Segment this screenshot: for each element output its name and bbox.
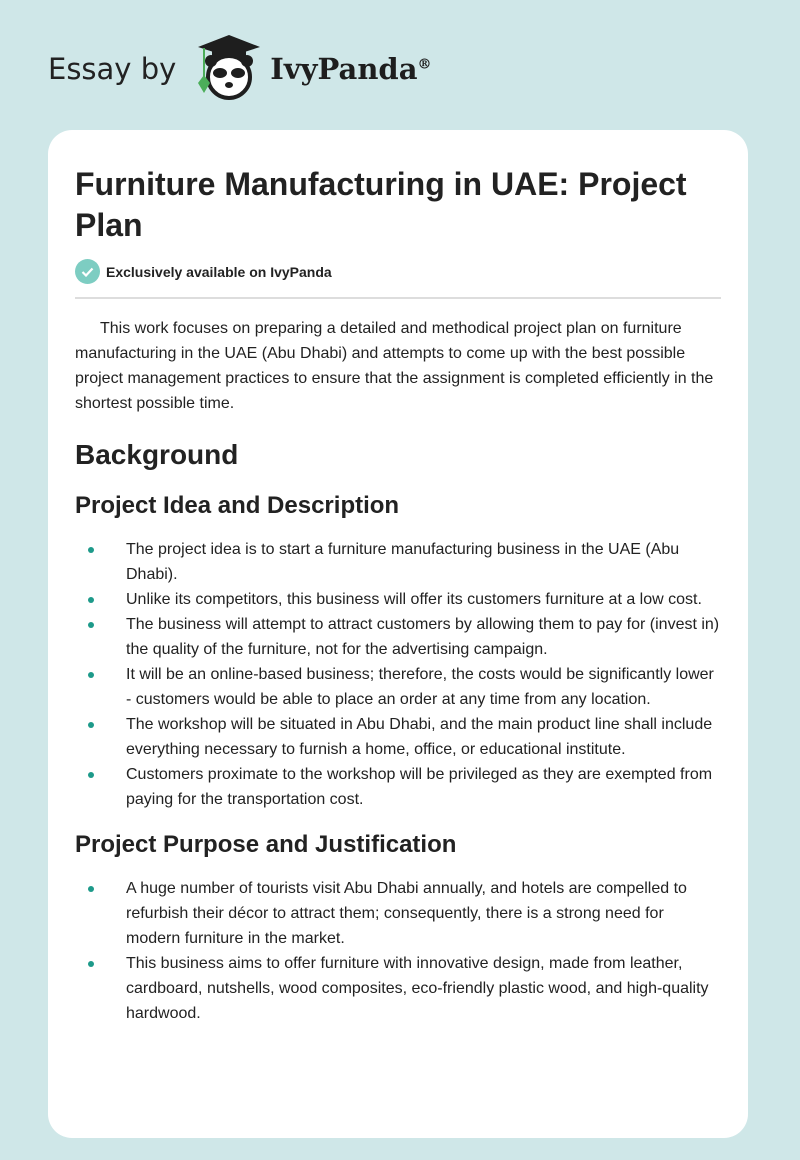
brand-text: IvyPanda	[270, 52, 418, 86]
list-item-text: It will be an online-based business; therefore, the costs would be significantly lower - customers would be able to place an order at any time from any location.	[126, 666, 714, 708]
essay-by-label: Essay by	[48, 52, 177, 86]
bullet-icon	[88, 961, 94, 967]
brand-name[interactable]	[270, 52, 431, 86]
bullet-icon	[88, 886, 94, 892]
exclusive-badge	[75, 259, 721, 284]
list-item-text: Customers proximate to the workshop will be privileged as they are exempted from paying for the transportation cost.	[126, 766, 713, 808]
page-title: Furniture Manufacturing in UAE: Project Plan	[75, 166, 687, 243]
list-item-text: The project idea is to start a furniture manufacturing business in the UAE (Abu Dhabi).	[126, 541, 680, 583]
bullet-list	[75, 876, 721, 1026]
bullet-list	[75, 537, 721, 812]
list-item	[75, 612, 721, 662]
essay-card	[48, 130, 748, 1138]
section-heading: Background	[75, 439, 239, 470]
list-item-text: The business will attempt to attract customers by allowing them to pay for (invest in) the quality of the furniture, not for the advertising campaign.	[126, 616, 720, 658]
list-item-text: Unlike its competitors, this business will offer its customers furniture at a low cost.	[126, 591, 702, 608]
list-item	[75, 662, 721, 712]
site-header	[48, 34, 432, 104]
bullet-icon	[88, 622, 94, 628]
bullet-icon	[88, 547, 94, 553]
list-item	[75, 587, 721, 612]
bullet-icon	[88, 672, 94, 678]
intro-paragraph: This work focuses on preparing a detailed and methodical project plan on furniture manufacturing in the UAE (Abu Dhabi) and attempts to come up with the best possible project management practices to ensure that the assignment is completed efficiently in the shortest possible time.	[75, 320, 714, 412]
list-item	[75, 762, 721, 812]
list-item	[75, 537, 721, 587]
check-icon	[75, 259, 100, 284]
list-item-text: This business aims to offer furniture with innovative design, made from leather, cardboard, nutshells, wood composites, eco-friendly plastic wood, and high-quality hardwood.	[126, 955, 709, 1022]
bullet-icon	[88, 597, 94, 603]
list-item	[75, 712, 721, 762]
bullet-icon	[88, 722, 94, 728]
panda-logo-icon[interactable]	[196, 33, 262, 106]
badge-text: Exclusively available on IvyPanda	[106, 263, 332, 280]
bullet-icon	[88, 772, 94, 778]
list-item	[75, 876, 721, 951]
list-item-text: A huge number of tourists visit Abu Dhabi annually, and hotels are compelled to refurbish their décor to attract them; consequently, there is a strong need for modern furniture in the market.	[126, 880, 687, 947]
registered-mark: ®	[417, 56, 432, 73]
list-item-text: The workshop will be situated in Abu Dhabi, and the main product line shall include everything necessary to furnish a home, office, or educational institute.	[126, 716, 713, 758]
subsection-heading: Project Idea and Description	[75, 492, 400, 519]
list-item	[75, 951, 721, 1026]
subsection-heading: Project Purpose and Justification	[75, 831, 457, 858]
divider	[75, 297, 721, 299]
